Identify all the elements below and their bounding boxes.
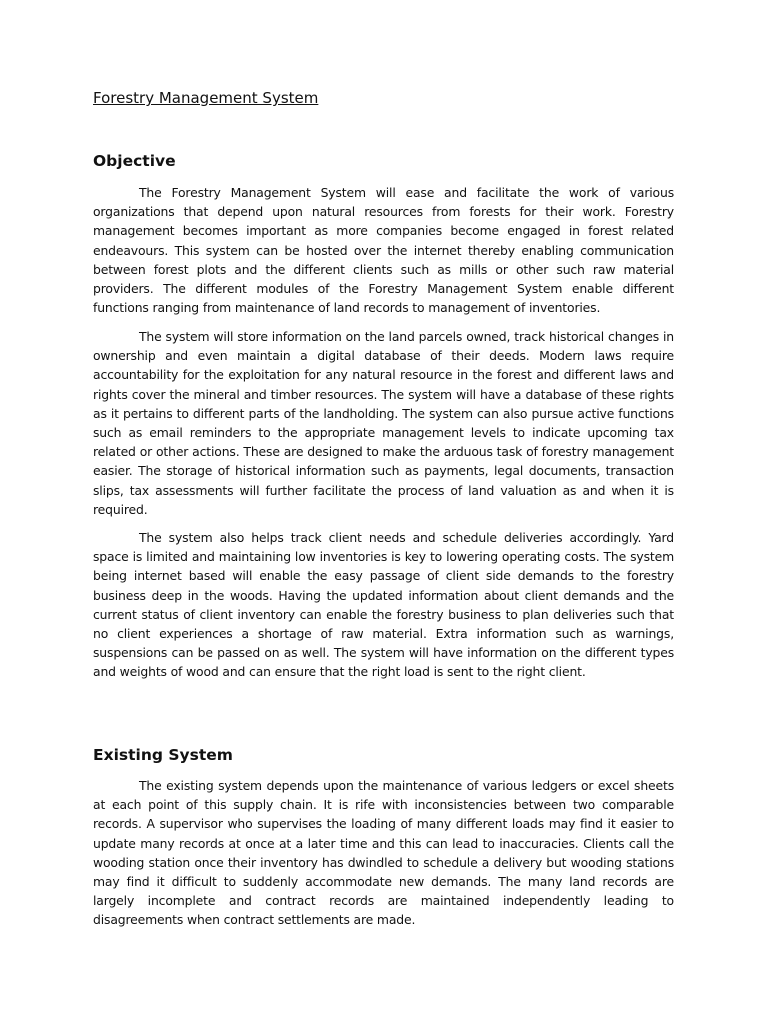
section-heading-existing-system: Existing System bbox=[93, 746, 233, 764]
objective-paragraph-1: The Forestry Management System will ease and facilitate the work of various organizations that depend upon natural resources from forests for their work. Forestry management becomes important as more companies become engaged in forest related endeavours. This system can be hosted over the internet thereby enabling communication between forest plots and the different clients such as mills or other such raw material providers. The different modules of the Forestry Management System enable different functions ranging from maintenance of land records to management of inventories. bbox=[93, 185, 674, 316]
document-title: Forestry Management System bbox=[93, 89, 319, 107]
section-heading-objective: Objective bbox=[93, 152, 176, 170]
objective-paragraph-3: The system also helps track client needs and schedule deliveries accordingly. Yard space is limited and maintaining low inventories is key to lowering operating costs. The system being internet based will enable the easy passage of client side demands to the forestry business deep in the woods. Having the updated information about client demands and the current status of client inventory can enable the forestry business to plan deliveries such that no client experiences a shortage of raw material. Extra information such as warnings, suspensions can be passed on as well. The system will have information on the different types and weights of wood and can ensure that the right load is sent to the right client. bbox=[93, 530, 674, 680]
objective-paragraph-2: The system will store information on the land parcels owned, track historical changes in ownership and even maintain a digital database of their deeds. Modern laws require accountability for the exploitation for any natural resource in the forest and different laws and rights cover the mineral and timber resources. The system will have a database of these rights as it pertains to different parts of the landholding. The system can also pursue active functions such as email reminders to the appropriate management levels to indicate upcoming tax related or other actions. These are designed to make the arduous task of forestry management easier. The storage of historical information such as payments, legal documents, transaction slips, tax assessments will further facilitate the process of land valuation as and when it is required. bbox=[93, 329, 674, 517]
existing-system-paragraph-1: The existing system depends upon the maintenance of various ledgers or excel sheets at each point of this supply chain. It is rife with inconsistencies between two comparable records. A supervisor who supervises the loading of many different loads may find it easier to update many records at once at a later time and this can lead to inaccuracies. Clients call the wooding station once their inventory has dwindled to schedule a delivery but wooding stations may find it difficult to suddenly accommodate new demands. The many land records are largely incomplete and contract records are maintained independently leading to disagreements when contract settlements are made. bbox=[93, 778, 674, 928]
